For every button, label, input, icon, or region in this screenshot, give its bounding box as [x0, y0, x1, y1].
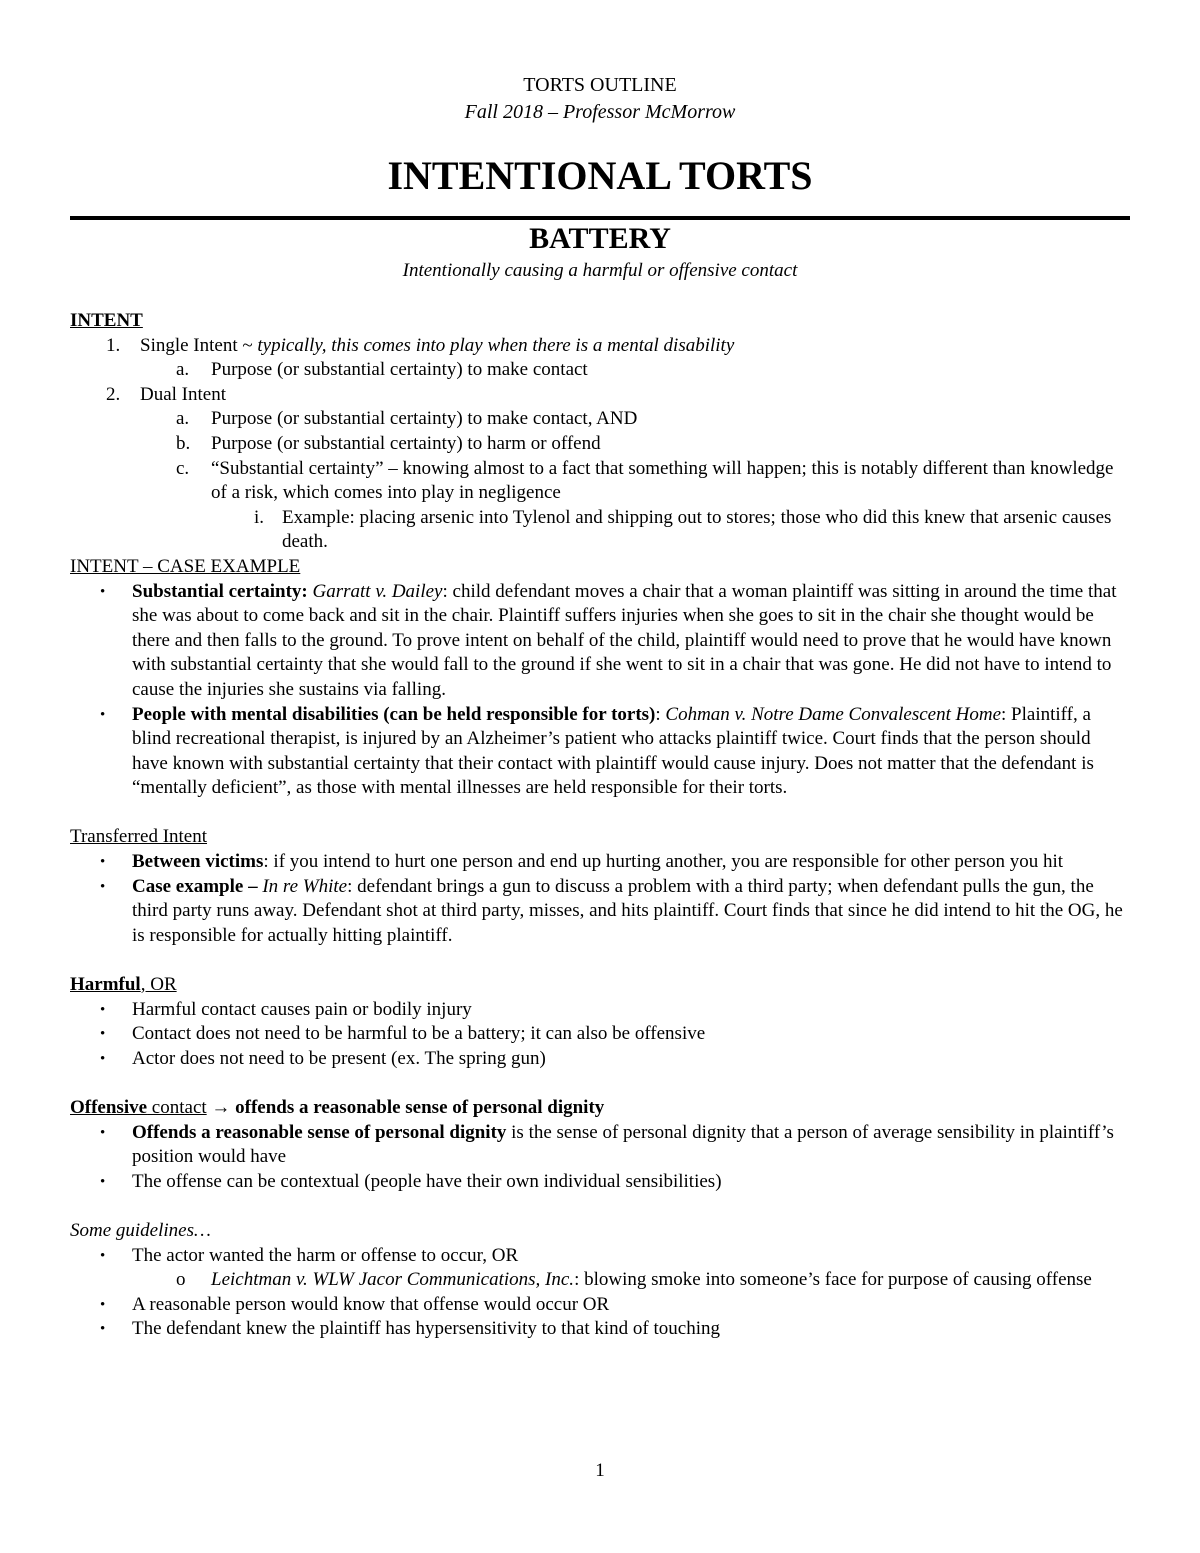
document-subtitle: Fall 2018 – Professor McMorrow [464, 101, 736, 123]
list-item: a. Purpose (or substantial certainty) to make contact, AND [176, 408, 638, 430]
bullet-icon: • [100, 1001, 106, 1018]
list-item: c. “Substantial certainty” – knowing almost to a fact that something will happen; this is notably different than knowledge of a risk, which comes into play in negligence [176, 457, 1114, 504]
page-number: 1 [595, 1460, 605, 1481]
list-item: • People with mental disabilities (can be held responsible for torts): Cohman v. Notre Dame Convalescent Home: Plaintiff, a blind recreational therapist, is injured by an Alzheimer’s patient who attacks plaintiff twice. Court finds that the person should have known with substantial certainty that their contact with plaintiff would cause injury. Does not matter that the defendant is “mentally deficient”, as those with mental illnesses are held responsible for their torts. [100, 703, 1094, 799]
bullet-icon: • [100, 1050, 106, 1067]
list-item: b. Purpose (or substantial certainty) to harm or offend [176, 432, 601, 454]
guidelines-heading: Some guidelines… [70, 1219, 211, 1241]
harmful-heading: Harmful, OR [70, 974, 177, 996]
bullet-icon: • [100, 583, 106, 600]
outline-body [70, 309, 1130, 1342]
list-item: o Leichtman v. WLW Jacor Communications, Inc.: blowing smoke into someone’s face for purpose of causing offense [176, 1269, 1092, 1291]
bullet-icon: • [100, 1173, 106, 1190]
list-item: 1. Single Intent ~ typically, this comes into play when there is a mental disability [106, 334, 735, 356]
transferred-intent-heading: Transferred Intent [70, 826, 208, 848]
bullet-icon: • [100, 706, 106, 723]
bullet-icon: • [100, 1321, 106, 1338]
list-item: i. Example: placing arsenic into Tylenol and shipping out to stores; those who did this knew that arsenic causes death. [254, 506, 1112, 553]
bullet-icon: • [100, 1026, 106, 1043]
bullet-icon: • [100, 854, 106, 871]
list-item: • Actor does not need to be present (ex. The spring gun) [70, 1047, 1130, 1072]
list-item: • Contact does not need to be harmful to be a battery; it can also be offensive [70, 1022, 1130, 1047]
list-item: a. Purpose (or substantial certainty) to make contact [176, 359, 588, 381]
section-divider [70, 216, 1130, 220]
list-item: 2. Dual Intent [106, 383, 227, 405]
offensive-heading: Offensive contact → offends a reasonable sense of personal dignity [70, 1097, 605, 1118]
list-item: • Harmful contact causes pain or bodily injury [70, 998, 1130, 1023]
document-title: TORTS OUTLINE [523, 74, 677, 96]
bullet-icon: • [100, 1296, 106, 1313]
list-item: • Between victims: if you intend to hurt one person and end up hurting another, you are responsible for other person you hit [70, 850, 1130, 875]
list-item: • Substantial certainty: Garratt v. Dailey: child defendant moves a chair that a woman plaintiff was sitting in around the time that she was about to come back and sit in the chair. Plaintiff suffers injuries when she goes to sit in the chair she thought would be there and then falls to the ground. To prove intent on behalf of the child, plaintiff would need to prove that he would have known with substantial certainty that she would fall to the ground if she went to sit in a chair that was gone. He did not have to intend to cause the injuries she sustains via falling. [100, 580, 1117, 700]
bullet-icon: • [100, 878, 106, 895]
list-item: • Offends a reasonable sense of personal dignity is the sense of personal dignity that a person of average sensibility in plaintiff’s position would have [100, 1121, 1114, 1168]
list-item: • The defendant knew the plaintiff has hypersensitivity to that kind of touching [70, 1317, 1130, 1342]
intent-heading: INTENT [70, 310, 143, 331]
subsection-definition: Intentionally causing a harmful or offensive contact [402, 260, 798, 281]
list-item: • A reasonable person would know that offense would occur OR [70, 1293, 1130, 1318]
bullet-icon: • [100, 1124, 106, 1141]
bullet-icon: • [100, 1247, 106, 1264]
case-example-heading: INTENT – CASE EXAMPLE [70, 555, 301, 577]
right-arrow-icon: → [211, 1097, 231, 1118]
list-item: • The offense can be contextual (people have their own individual sensibilities) [70, 1170, 1130, 1195]
section-title: INTENTIONAL TORTS [387, 153, 813, 198]
list-item: • The actor wanted the harm or offense to occur, OR [70, 1244, 1130, 1269]
subsection-title: BATTERY [529, 222, 671, 255]
list-item: • Case example – In re White: defendant brings a gun to discuss a problem with a third party; when defendant pulls the gun, the third party runs away. Defendant shot at third party, misses, and hits plaintiff. Court finds that since he did intend to hit the OG, he is responsible for actually hitting plaintiff. [100, 875, 1123, 946]
